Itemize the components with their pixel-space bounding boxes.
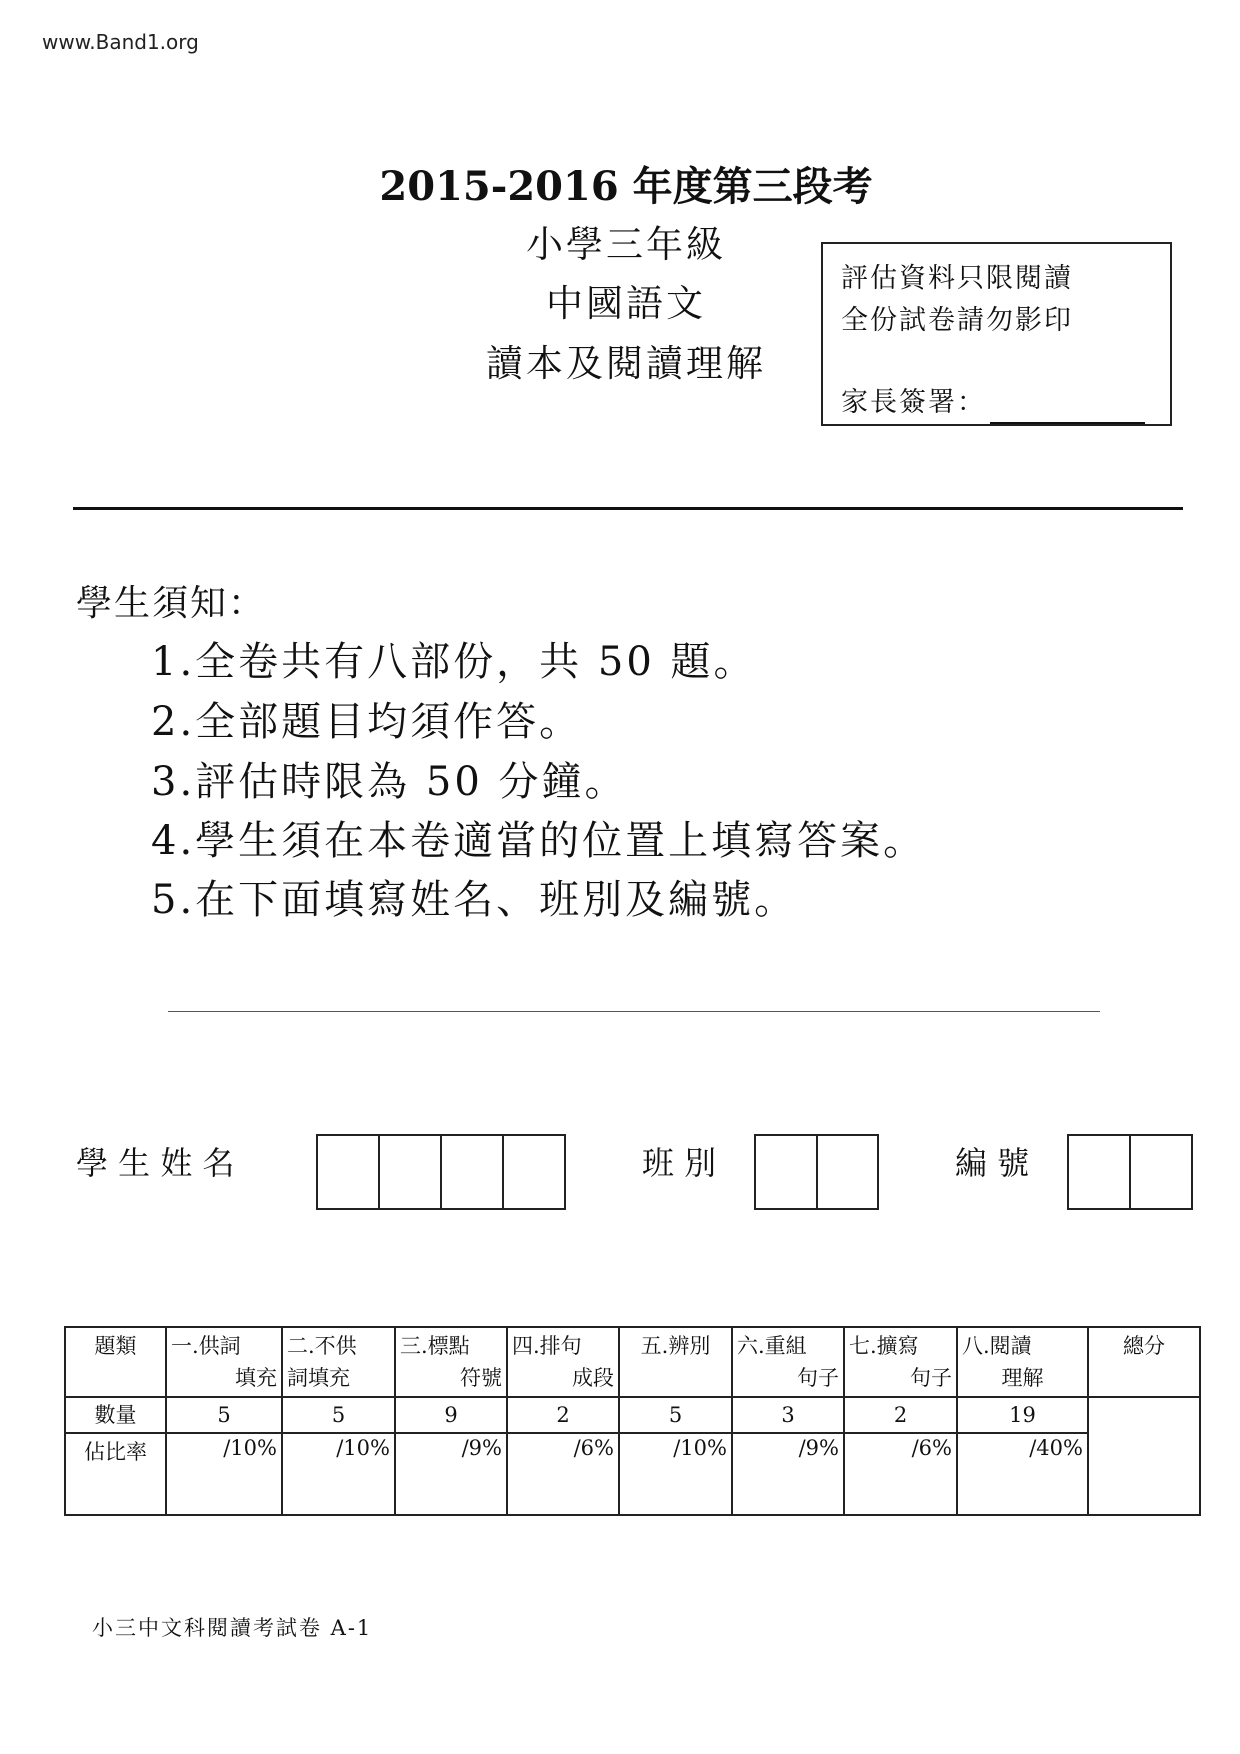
- count-cell: 19: [957, 1397, 1088, 1433]
- paper-heading: 讀本及閱讀理解: [486, 342, 766, 385]
- page-footer: 小三中文科閱讀考試卷 A-1: [92, 1616, 373, 1640]
- signature-label: 家長簽署：: [841, 387, 986, 418]
- instructions-heading: 學生須知：: [76, 583, 267, 624]
- instruction-item: 2.全部題目均須作答。: [151, 699, 583, 745]
- score-table: [64, 1326, 1201, 1516]
- notice-box: [821, 242, 1172, 426]
- weight-cell[interactable]: /10%: [166, 1433, 282, 1515]
- class-label: 班 別: [642, 1144, 717, 1182]
- student-number-boxes[interactable]: [1067, 1134, 1193, 1210]
- weight-cell[interactable]: /9%: [395, 1433, 507, 1515]
- student-name-label: 學 生 姓 名: [76, 1144, 235, 1182]
- signature-line[interactable]: [990, 392, 1145, 424]
- category-cell: 二.不供 詞填充: [282, 1327, 395, 1397]
- count-cell: 2: [507, 1397, 619, 1433]
- total-score-cell[interactable]: [1088, 1397, 1200, 1515]
- count-cell: 9: [395, 1397, 507, 1433]
- parent-signature: [841, 382, 1170, 424]
- category-cell: 三.標點 符號: [395, 1327, 507, 1397]
- instruction-item: 4.學生須在本卷適當的位置上填寫答案。: [151, 818, 927, 864]
- class-boxes[interactable]: [754, 1134, 879, 1210]
- divider: [73, 507, 1183, 510]
- table-row-count: [65, 1397, 1200, 1433]
- count-cell: 5: [166, 1397, 282, 1433]
- row-header: 數量: [65, 1397, 166, 1433]
- subject-heading: 中國語文: [546, 282, 706, 325]
- student-name-boxes[interactable]: [316, 1134, 566, 1210]
- weight-cell[interactable]: /40%: [957, 1433, 1088, 1515]
- table-row-category: [65, 1327, 1200, 1397]
- total-header: 總分: [1088, 1327, 1200, 1397]
- instruction-item: 1.全卷共有八部份，共 50 題。: [151, 639, 757, 685]
- exam-title: 2015-2016 年度第三段考: [379, 163, 873, 210]
- divider-thin: [168, 1011, 1100, 1012]
- category-cell: 五.辨別: [619, 1327, 732, 1397]
- weight-cell[interactable]: /6%: [844, 1433, 957, 1515]
- category-cell: 七.擴寫 句子: [844, 1327, 957, 1397]
- count-cell: 5: [282, 1397, 395, 1433]
- weight-cell[interactable]: /6%: [507, 1433, 619, 1515]
- site-watermark: www.Band1.org: [42, 30, 199, 54]
- grade-heading: 小學三年級: [526, 223, 726, 266]
- count-cell: 2: [844, 1397, 957, 1433]
- count-cell: 3: [732, 1397, 844, 1433]
- category-cell: 四.排句 成段: [507, 1327, 619, 1397]
- notice-line-2: 全份試卷請勿影印: [841, 305, 1073, 336]
- weight-cell[interactable]: /10%: [619, 1433, 732, 1515]
- count-cell: 5: [619, 1397, 732, 1433]
- weight-cell[interactable]: /9%: [732, 1433, 844, 1515]
- student-number-label: 編 號: [955, 1144, 1030, 1182]
- weight-cell[interactable]: /10%: [282, 1433, 395, 1515]
- category-cell: 一.供詞 填充: [166, 1327, 282, 1397]
- table-row-weight: [65, 1433, 1200, 1515]
- instruction-item: 3.評估時限為 50 分鐘。: [151, 759, 628, 805]
- notice-line-1: 評估資料只限閱讀: [841, 263, 1073, 294]
- instruction-item: 5.在下面填寫姓名、班別及編號。: [151, 877, 798, 923]
- row-header: 題類: [65, 1327, 166, 1397]
- category-cell: 八.閱讀 理解: [957, 1327, 1088, 1397]
- row-header: 佔比率: [65, 1433, 166, 1515]
- category-cell: 六.重組 句子: [732, 1327, 844, 1397]
